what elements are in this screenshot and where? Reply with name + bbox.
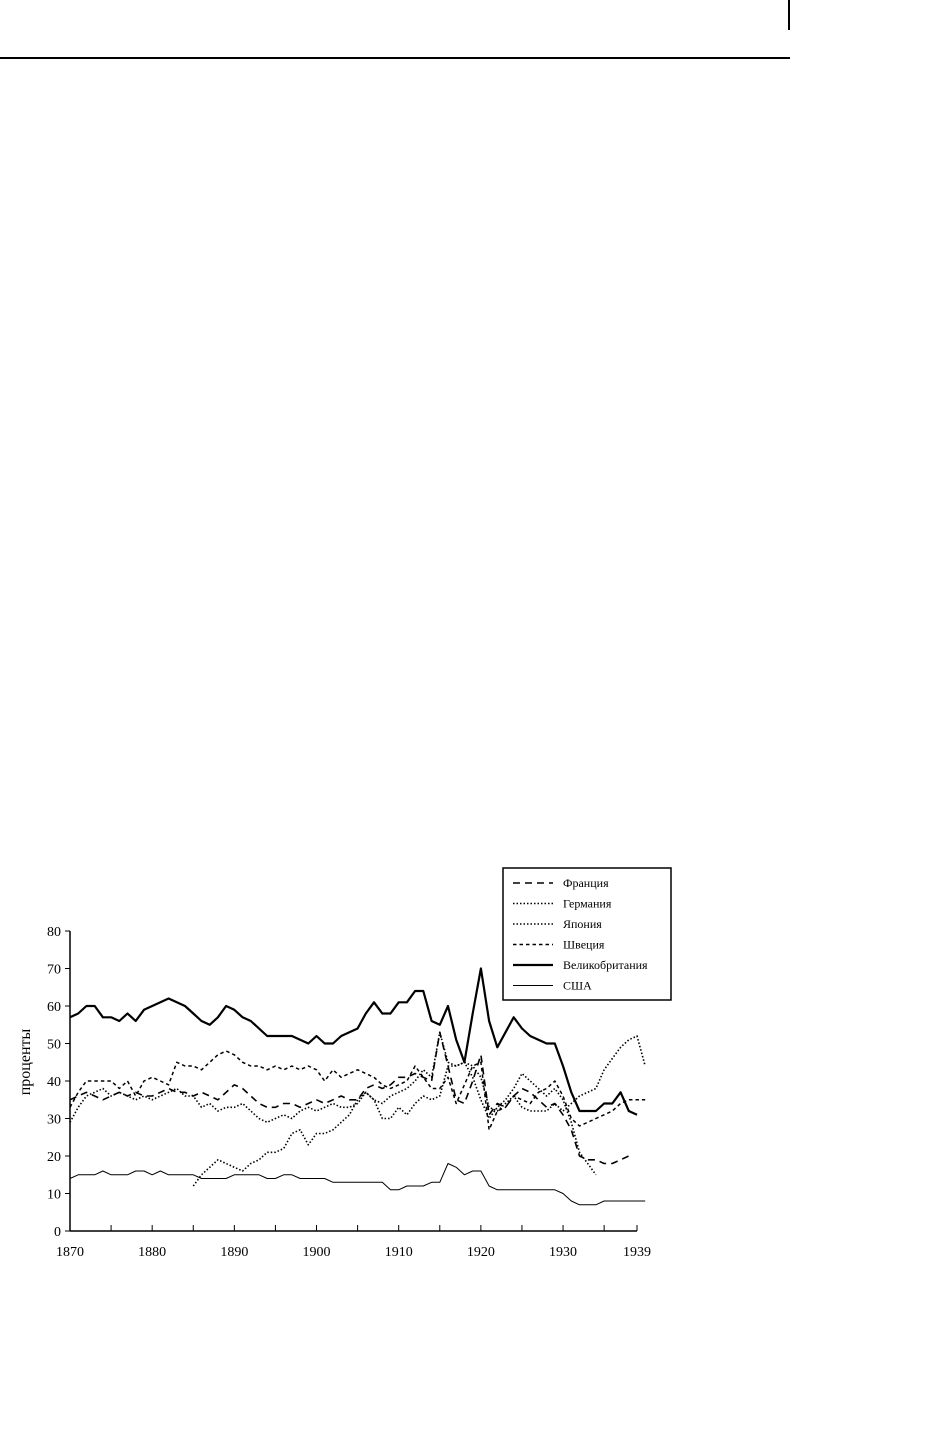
- x-tick-label: 1880: [138, 1245, 167, 1260]
- x-tick-label: 1900: [302, 1245, 331, 1260]
- y-tick-label: 60: [47, 1000, 61, 1015]
- x-tick-label: 1930: [549, 1245, 578, 1260]
- y-tick-label: 20: [47, 1150, 61, 1165]
- legend-label: Германия: [563, 896, 612, 911]
- legend: [503, 868, 671, 1000]
- y-axis-label: проценты: [17, 1028, 34, 1096]
- y-tick-label: 40: [47, 1075, 61, 1090]
- legend-label: США: [563, 978, 592, 993]
- series-layer: [70, 969, 645, 1205]
- y-tick-label: 70: [47, 962, 61, 978]
- series-line-sweden: [70, 1051, 645, 1130]
- x-tick-label: 1910: [384, 1245, 413, 1260]
- series-line-germany: [193, 1032, 596, 1186]
- y-tick-label: 50: [47, 1037, 61, 1053]
- y-tick-label: 30: [47, 1112, 61, 1128]
- x-tick-label: 1920: [466, 1245, 495, 1260]
- x-tick-label: 1890: [220, 1245, 249, 1260]
- legend-label: Франция: [563, 876, 609, 890]
- legend-label: Япония: [563, 917, 602, 931]
- y-tick-label: 0: [54, 1225, 61, 1240]
- x-tick-label: 1870: [56, 1245, 84, 1260]
- y-tick-label: 80: [47, 925, 61, 940]
- x-tick-label: 1939: [623, 1245, 651, 1260]
- legend-label: Великобритания: [563, 958, 648, 972]
- legend-label: Швеция: [563, 937, 605, 952]
- y-tick-label: 10: [47, 1187, 61, 1203]
- series-line-usa: [70, 1164, 645, 1205]
- series-line-france: [70, 1032, 629, 1163]
